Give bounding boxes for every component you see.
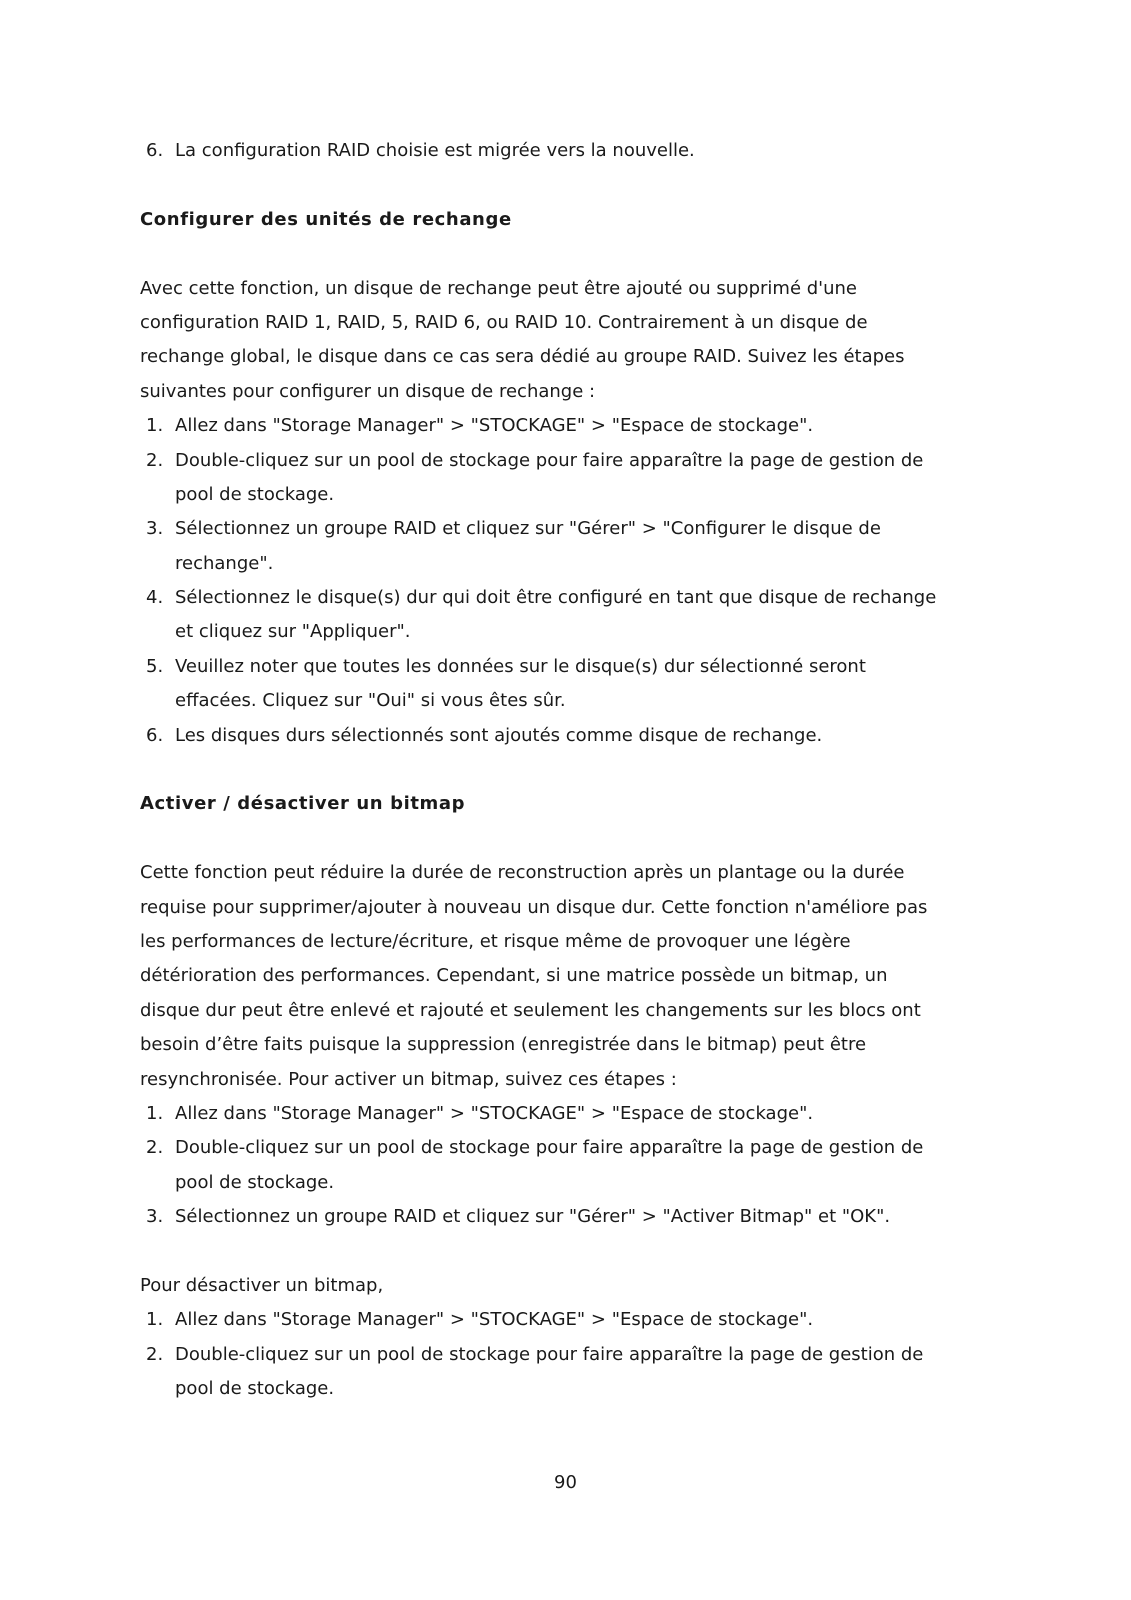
list-item [140, 444, 990, 513]
list-item [140, 512, 990, 581]
list-item-text: rechange". [175, 552, 274, 574]
paragraph-line: resynchronisée. Pour activer un bitmap, suivez ces étapes : [140, 1068, 677, 1090]
section-heading-bitmap: Activer / désactiver un bitmap [140, 793, 466, 815]
list-item-text: Double-cliquez sur un pool de stockage pour faire apparaître la page de gestion de [175, 1343, 924, 1365]
paragraph-line: besoin d’être faits puisque la suppression (enregistrée dans le bitmap) peut être [140, 1034, 867, 1056]
section-heading-spare-drives: Configurer des unités de rechange [140, 208, 512, 230]
list-item-text: Allez dans "Storage Manager" > "STOCKAGE" > "Espace de stockage". [175, 415, 814, 437]
section2-steps [140, 1097, 990, 1235]
list-item [140, 409, 990, 443]
paragraph-line: Cette fonction peut réduire la durée de reconstruction après un plantage ou la durée [140, 862, 905, 884]
list-item-text: et cliquez sur "Appliquer". [175, 621, 411, 643]
list-item-number: 1. [146, 415, 164, 437]
paragraph-line: Avec cette fonction, un disque de rechange peut être ajouté ou supprimé d'une [140, 277, 858, 299]
list-item [140, 581, 990, 650]
list-item-text: La configuration RAID choisie est migrée vers la nouvelle. [175, 140, 695, 161]
list-item-text: Sélectionnez un groupe RAID et cliquez sur "Gérer" > "Activer Bitmap" et "OK". [175, 1206, 891, 1228]
list-item-text: effacées. Cliquez sur "Oui" si vous êtes sûr. [175, 690, 566, 712]
page-number: 90 [554, 1472, 577, 1493]
disable-bitmap-intro: Pour désactiver un bitmap, [140, 1274, 384, 1296]
disable-steps [140, 1303, 990, 1406]
list-item-text: Double-cliquez sur un pool de stockage pour faire apparaître la page de gestion de [175, 1137, 924, 1159]
list-item-number: 3. [146, 518, 164, 540]
list-item-number: 2. [146, 449, 164, 471]
paragraph-line: requise pour supprimer/ajouter à nouveau un disque dur. Cette fonction n'améliore pas [140, 896, 928, 918]
list-item-number: 4. [146, 587, 164, 609]
list-item-text: Veuillez noter que toutes les données sur le disque(s) dur sélectionné seront [175, 655, 866, 677]
list-item-number: 3. [146, 1206, 164, 1228]
list-item-number: 1. [146, 1309, 164, 1331]
list-item-text: Sélectionnez un groupe RAID et cliquez sur "Gérer" > "Configurer le disque de [175, 518, 881, 540]
list-item-number: 6. [146, 140, 164, 161]
list-item-text: pool de stockage. [175, 1378, 335, 1400]
list-item-text: Sélectionnez le disque(s) dur qui doit être configuré en tant que disque de rechange [175, 587, 937, 609]
list-item-text: pool de stockage. [175, 483, 335, 505]
paragraph-line: les performances de lecture/écriture, et risque même de provoquer une légère [140, 930, 851, 952]
paragraph-line: suivantes pour configurer un disque de rechange : [140, 380, 596, 402]
list-item [140, 650, 990, 719]
list-item-text: pool de stockage. [175, 1171, 335, 1193]
list-item [140, 1303, 990, 1337]
list-item-text: Double-cliquez sur un pool de stockage pour faire apparaître la page de gestion de [175, 449, 924, 471]
list-item [140, 1200, 990, 1234]
list-item-number: 6. [146, 724, 164, 746]
page-content [140, 134, 990, 1406]
paragraph-line: disque dur peut être enlevé et rajouté et seulement les changements sur les blocs ont [140, 999, 921, 1021]
list-item-text: Allez dans "Storage Manager" > "STOCKAGE" > "Espace de stockage". [175, 1309, 814, 1331]
list-item [140, 1097, 990, 1131]
section1-paragraph [140, 272, 990, 410]
list-item [140, 1338, 990, 1407]
list-item-number: 2. [146, 1137, 164, 1159]
paragraph-line: détérioration des performances. Cependant, si une matrice possède un bitmap, un [140, 965, 888, 987]
section1-steps [140, 409, 990, 753]
paragraph-line: configuration RAID 1, RAID, 5, RAID 6, ou RAID 10. Contrairement à un disque de [140, 311, 868, 333]
list-item-number: 5. [146, 655, 164, 677]
list-item-text: Allez dans "Storage Manager" > "STOCKAGE" > "Espace de stockage". [175, 1102, 814, 1124]
list-item [140, 719, 990, 753]
list-item-number: 2. [146, 1343, 164, 1365]
list-item-number: 1. [146, 1102, 164, 1124]
list-item [140, 134, 990, 168]
paragraph-line: rechange global, le disque dans ce cas sera dédié au groupe RAID. Suivez les étapes [140, 346, 905, 368]
list-item-text: Les disques durs sélectionnés sont ajoutés comme disque de rechange. [175, 724, 823, 746]
list-item [140, 1131, 990, 1200]
section2-paragraph [140, 856, 990, 1097]
